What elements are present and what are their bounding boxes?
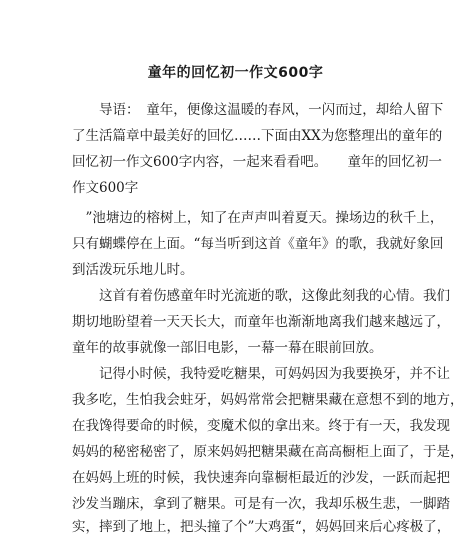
body-line-5: ”池塘边的榕树上，知了在声声叫着夏天。操场边的秋千上， (72, 210, 444, 226)
body-line-14: 妈妈的秘密秘密了，原来妈妈把糖果藏在高高橱柜上面了，于是， (72, 444, 464, 460)
body-line-10: 童年的故事就像一部旧电影，一幕一幕在眼前回放。 (72, 340, 383, 356)
body-line-16: 沙发当蹦床，拿到了糖果。可是有一次，我却乐极生悲，一脚踏 (72, 496, 450, 512)
body-line-13: 在我馋得要命的时候，变魔术似的拿出来。终于有一天，我发现 (72, 418, 450, 434)
body-line-1: 导语： 童年，便像这温暖的春风，一闪而过，却给人留下 (72, 102, 444, 118)
body-line-7: 到活泼玩乐地儿时。 (72, 262, 194, 278)
body-line-6: 只有蝴蝶停在上面。“每当听到这首《童年》的歌，我就好象回 (72, 236, 444, 252)
body-line-12: 我多吃，生怕我会蛀牙，妈妈常常会把糖果藏在意想不到的地方， (72, 392, 464, 408)
body-line-17: 实，摔到了地上，把头撞了个”大鸡蛋“，妈妈回来后心疼极了， (72, 519, 451, 535)
body-line-3: 回忆初一作文600字内容，一起来看看吧。 童年的回忆初一 (72, 154, 443, 170)
body-line-9: 期切地盼望着一天天长大，而童年也渐渐地离我们越来越远了， (72, 314, 450, 330)
body-line-2: 了生活篇章中最美好的回忆……下面由XX为您整理出的童年的 (72, 128, 443, 144)
body-line-15: 在妈妈上班的时候，我快速奔向靠橱柜最近的沙发，一跃而起把 (72, 470, 450, 486)
body-line-8: 这首有着伤感童年时光流逝的歌，这像此刻我的心情。我们 (72, 288, 450, 304)
body-line-4: 作文600字 (72, 180, 139, 196)
document-title: 童年的回忆初一作文600字 (147, 65, 324, 81)
body-line-11: 记得小时候，我特爱吃糖果，可妈妈因为我要换牙，并不让 (72, 366, 450, 382)
